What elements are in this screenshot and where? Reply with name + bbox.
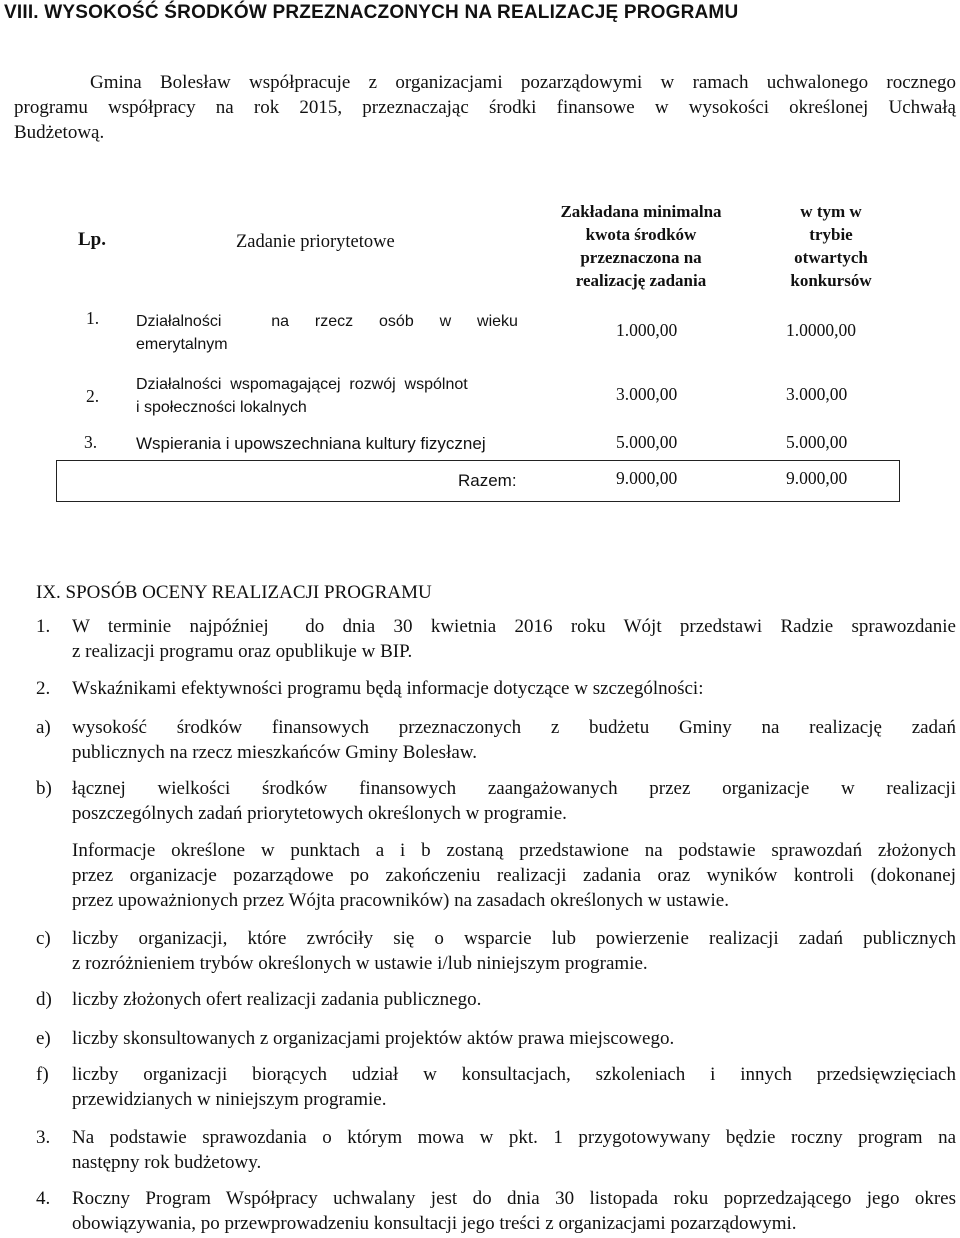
item-line: Wskaźnikami efektywności programu będą informacje dotyczące w szczególności: <box>72 678 704 699</box>
item-label: d) <box>36 989 52 1010</box>
item-number: 2. <box>36 678 51 699</box>
info-line: Informacje określone w punktach a i b zostaną przedstawione na podstawie sprawozdań złożonych <box>72 840 956 861</box>
item-line: liczby organizacji, które zwróciły się o wsparcie lub powierzenie realizacji zadań publicznych <box>72 928 956 949</box>
item-line: łącznej wielkości środków finansowych zaangażowanych przez organizacje w realizacji <box>72 778 956 799</box>
info-line: przez upoważnionych przez Wójta pracowników) na zasadach określonych w ustawie. <box>72 890 729 911</box>
task-word: w <box>439 313 452 330</box>
header-amount-line: przeznaczona na <box>580 248 702 267</box>
item-number: 4. <box>36 1188 51 1209</box>
table-rule <box>56 501 900 502</box>
task-word: wieku <box>477 313 518 330</box>
item-label: a) <box>36 717 51 738</box>
intro-line: programu współpracy na rok 2015, przeznaczając środki finansowe w wysokości określonej Uchwałą <box>14 97 956 118</box>
total-contests: 9.000,00 <box>786 468 848 488</box>
row-amount: 3.000,00 <box>616 384 678 404</box>
row-task <box>136 310 518 356</box>
info-line: przez organizacje pozarządowe po zakończeniu realizacji zadania oraz wyników kontroli (dokonanej <box>72 865 956 886</box>
table-rule <box>56 460 57 502</box>
task-word: Działalności <box>136 313 222 330</box>
section-heading-ix: IX. SPOSÓB OCENY REALIZACJI PROGRAMU <box>36 582 432 603</box>
item-line: z realizacji programu oraz opublikuje w BIP. <box>72 641 413 662</box>
task-line: emerytalnym <box>136 336 228 353</box>
item-2 <box>36 676 956 702</box>
intro-paragraph <box>14 70 956 145</box>
item-line: obowiązywania, po przewprowadzeniu konsultacji jego treści z organizacjami pozarządowymi. <box>72 1213 797 1234</box>
row-lp: 3. <box>84 432 98 452</box>
item-line: wysokość środków finansowych przeznaczonych z budżetu Gminy na realizację zadań <box>72 717 956 738</box>
task-word: na <box>271 313 290 330</box>
header-contests-line: konkursów <box>790 271 872 290</box>
item-label: f) <box>36 1064 49 1085</box>
total-amount: 9.000,00 <box>616 468 678 488</box>
item-e <box>36 1026 956 1052</box>
header-contests-line: trybie <box>809 225 853 244</box>
intro-line: Gmina Bolesław współpracuje z organizacjami pozarządowymi w ramach uchwalonego rocznego <box>90 72 956 93</box>
item-3 <box>36 1125 956 1177</box>
section-heading-viii: VIII. WYSOKOŚĆ ŚRODKÓW PRZEZNACZONYCH NA REALIZACJĘ PROGRAMU <box>4 2 739 23</box>
total-label: Razem: <box>458 471 517 490</box>
item-label: e) <box>36 1028 51 1049</box>
item-1 <box>36 614 956 666</box>
table-rule <box>56 460 900 461</box>
header-lp: Lp. <box>78 229 106 250</box>
item-a <box>36 715 956 767</box>
item-f <box>36 1062 956 1114</box>
row-lp: 1. <box>86 308 100 328</box>
item-d <box>36 987 956 1013</box>
item-line: publicznych na rzecz mieszkańców Gminy Bolesław. <box>72 742 478 763</box>
task-word: rzecz <box>314 313 354 330</box>
item-line: liczby organizacji biorących udział w konsultacjach, szkoleniach i innych przedsięwzięciach <box>72 1064 956 1085</box>
item-label: c) <box>36 928 51 949</box>
item-b <box>36 776 956 828</box>
row-amount: 5.000,00 <box>616 432 678 452</box>
item-line: następny rok budżetowy. <box>72 1152 262 1173</box>
row-lp: 2. <box>86 386 100 406</box>
header-amount-line: kwota środków <box>585 225 697 244</box>
row-contests: 1.0000,00 <box>786 320 856 340</box>
table-rule <box>899 460 900 502</box>
item-line: liczby złożonych ofert realizacji zadania publicznego. <box>72 989 482 1010</box>
item-line: Na podstawie sprawozdania o którym mowa w pkt. 1 przygotowywany będzie roczny program na <box>72 1127 956 1148</box>
item-line: liczby skonsultowanych z organizacjami projektów aktów prawa miejscowego. <box>72 1028 675 1049</box>
header-amount-line: Zakładana minimalna <box>560 202 722 221</box>
task-line: i społeczności lokalnych <box>136 399 307 416</box>
item-4 <box>36 1186 956 1238</box>
item-label: b) <box>36 778 52 799</box>
item-line: W terminie najpóźniej do dnia 30 kwietnia 2016 roku Wójt przedstawi Radzie sprawozdanie <box>72 616 956 637</box>
row-task: Wspierania i upowszechniana kultury fizycznej <box>136 434 486 453</box>
row-contests: 3.000,00 <box>786 384 848 404</box>
intro-line: Budżetową. <box>14 122 105 143</box>
row-task <box>136 373 520 419</box>
item-line: przewidzianych w niniejszym programie. <box>72 1089 387 1110</box>
header-amount-line: realizację zadania <box>575 271 707 290</box>
row-contests: 5.000,00 <box>786 432 848 452</box>
item-line: z rozróżnieniem trybów określonych w ustawie i/lub niniejszym programie. <box>72 953 648 974</box>
header-task: Zadanie priorytetowe <box>236 232 395 252</box>
item-number: 3. <box>36 1127 51 1148</box>
header-contests <box>776 200 886 292</box>
task-word: osób <box>379 313 414 330</box>
item-c <box>36 926 956 978</box>
item-line: poszczególnych zadań priorytetowych określonych w programie. <box>72 803 567 824</box>
item-line: Roczny Program Współpracy uchwalany jest do dnia 30 listopada roku poprzedzającego jego okres <box>72 1188 956 1209</box>
row-amount: 1.000,00 <box>616 320 678 340</box>
task-line: Działalności wspomagającej rozwój wspólnot <box>136 376 468 393</box>
info-paragraph <box>36 838 956 916</box>
item-number: 1. <box>36 616 51 637</box>
header-contests-line: w tym w <box>800 202 862 221</box>
header-amount <box>536 200 746 292</box>
budget-table <box>56 190 900 502</box>
header-contests-line: otwartych <box>794 248 868 267</box>
